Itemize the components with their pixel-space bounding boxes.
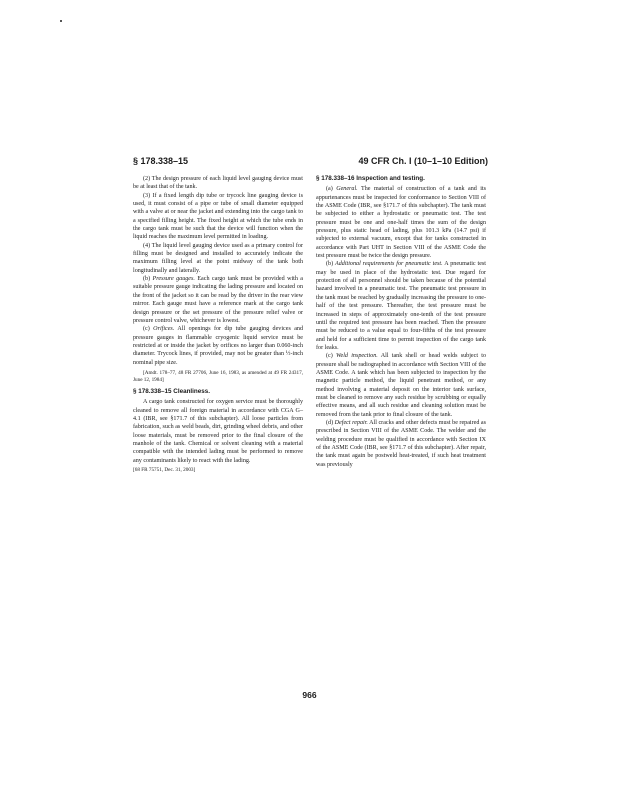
paragraph-b-marker: (b)	[143, 276, 151, 283]
running-header	[133, 156, 488, 170]
paragraph-pneumatic	[316, 260, 486, 352]
paragraph-cleanliness: A cargo tank constructed for oxygen service must be thoroughly cleaned to remove all foreign material in accordance with CGA G–4.1 (IBR, see §171.7 of this subchapter). All loose particles from fabrication, such as weld beads, dirt, grinding wheel debris, and other loose materials, must be removed prior to the final closure of the manhole of the tank. Chemical or solvent cleaning with a material compatible with the intended lading must be performed to remove any contaminants likely to react with the lading.	[133, 399, 303, 464]
paragraph-b-heading: Pressure gauges.	[152, 276, 195, 283]
paragraph-weld	[316, 352, 486, 419]
paragraph-a3: (3) If a fixed length dip tube or trycock line gauging device is used, it must consist of a pipe or tube of small diameter equipped with a valve at or near the jacket and extending into the cargo tank to a specified filling height. The fixed height at which the tube ends in the cargo tank must be such that the device will function when the liquid reaches the maximum level permitted in loading.	[133, 192, 303, 241]
paragraph-weld-heading: Weld inspection.	[336, 353, 378, 360]
scan-speck	[60, 20, 62, 22]
header-section-ref: § 178.338–15	[133, 156, 189, 166]
paragraph-a2: (2) The design pressure of each liquid level gauging device must be at least that of the tank.	[133, 176, 303, 191]
paragraph-pneumatic-heading: Additional requirements for pneumatic test.	[335, 261, 443, 268]
left-column	[133, 175, 303, 477]
section-heading-cleanliness: § 178.338–15 Cleanliness.	[133, 387, 211, 395]
paragraph-defect	[316, 419, 486, 469]
right-column	[316, 175, 486, 469]
paragraph-pneumatic-marker: (b)	[326, 261, 334, 268]
paragraph-defect-marker: (d)	[326, 419, 334, 426]
page-number: 966	[302, 690, 317, 700]
paragraph-c	[133, 325, 303, 367]
paragraph-defect-heading: Defect repair.	[334, 419, 368, 426]
paragraph-general-marker: (a)	[326, 186, 333, 193]
paragraph-general-text: The material of construction of a tank and its appurtenances must be inspected for conformance to Section VIII of the ASME Code (IBR, see §171.7 of this subchapter). The tank must be subjected to either a hydrostatic or pneumatic test. The test pressure must be one and one-half times the sum of the design pressure, plus static head of lading, plus 101.3 kPa (14.7 psi) if subjected to external vacuum, except that for tanks constructed in accordance with Part UHT in Section VIII of the ASME Code the test pressure must be twice the design pressure.	[316, 186, 486, 260]
amendment-citation: [Amdt. 178–77, 48 FR 27706, June 16, 1983, as amended at 49 FR 24317, June 12, 1984]	[133, 369, 303, 383]
paragraph-c-text: All openings for dip tube gauging devices and pressure gauges in flammable cryogenic liquid service must be restricted at or inside the jacket by orifices no larger than 0.060-inch diameter. Trycock lines, if provided, may not be greater than ½-inch nominal pipe size.	[133, 326, 304, 366]
section-heading-inspection: § 178.338–16 Inspection and testing.	[316, 175, 425, 182]
paragraph-general-heading: General.	[336, 186, 358, 193]
paragraph-b	[133, 275, 303, 325]
header-title-ref: 49 CFR Ch. I (10–1–10 Edition)	[358, 156, 488, 166]
paragraph-a4: (4) The liquid level gauging device used as a primary control for filling must be designed and installed to accurately indicate the maximum filling level at the point midway of the tank both longitudinally and laterally.	[133, 242, 303, 274]
paragraph-c-heading: Orifices.	[153, 326, 175, 333]
paragraph-weld-text: All tank shell or head welds subject to pressure shall be radiographed in accordance with Section VIII of the ASME Code. A tank which has been subjected to inspection by the magnetic particle method, the liquid penetrant method, or any method involving a material deposit on the interior tank surface, must be cleaned to remove any such residue by scrubbing or equally effective means, and all such residue and cleaning solution must be removed from the tank prior to final closure of the tank.	[316, 353, 487, 418]
paragraph-b-text: Each cargo tank must be provided with a suitable pressure gauge indicating the lading pressure and located on the front of the jacket so it can be read by the driver in the rear view mirror. Each gauge must have a reference mark at the cargo tank design pressure or the set pressure of the pressure relief valve or pressure control valve, whichever is lowest.	[133, 276, 304, 324]
paragraph-c-marker: (c)	[143, 326, 150, 333]
paragraph-pneumatic-text: A pneumatic test may be used in place of the hydrostatic test. Due regard for protection of all personnel should be taken because of the potential hazard involved in a pneumatic test. The pneumatic test pressure in the tank must be reached by gradually increasing the pressure to one-half of the test pressure. Thereafter, the test pressure must be increased in steps of approximately one-tenth of the test pressure until the required test pressure has been reached. Then the pressure must be reduced to a value equal to four-fifths of the test pressure and held for a sufficient time to permit inspection of the cargo tank for leaks.	[316, 261, 486, 351]
paragraph-weld-marker: (c)	[326, 353, 333, 360]
paragraph-general	[316, 185, 486, 260]
cleanliness-citation: [68 FR 75751, Dec. 31, 2003]	[133, 467, 196, 473]
paragraph-defect-text: All cracks and other defects must be repaired as prescribed in Section VIII of the ASME Code. The welder and the welding procedure must be qualified in accordance with Section IX of the ASME Code (IBR, see §171.7 of this subchapter). After repair, the tank must again be postweld heat-treated, if such heat treatment was previously	[316, 419, 487, 468]
